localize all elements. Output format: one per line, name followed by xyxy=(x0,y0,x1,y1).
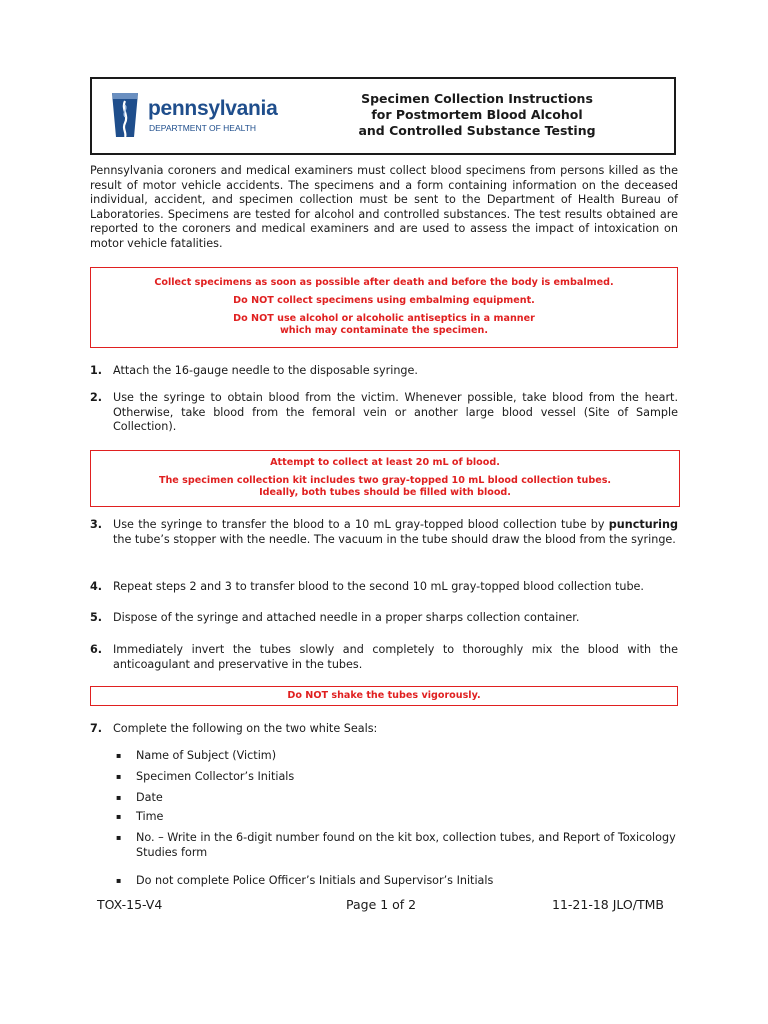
list-item xyxy=(116,831,676,860)
bullet-marker: ▪ xyxy=(116,793,122,802)
logo-wordmark: pennsylvania xyxy=(148,97,278,120)
title-line-2: for Postmortem Blood Alcohol xyxy=(371,107,583,122)
list-item xyxy=(116,770,676,785)
step-7 xyxy=(90,722,678,737)
warning-line: which may contaminate the specimen. xyxy=(279,325,489,336)
title-line-1: Specimen Collection Instructions xyxy=(361,91,593,106)
warning-box-shake xyxy=(90,686,678,706)
footer-revision-date: 11-21-18 JLO/TMB xyxy=(552,897,664,912)
step-5 xyxy=(90,611,678,626)
pa-health-logo xyxy=(108,91,288,143)
list-item-text: Time xyxy=(136,810,164,823)
step-number: 1. xyxy=(90,364,103,377)
bullet-marker: ▪ xyxy=(116,833,122,842)
step-text: Use the syringe to obtain blood from the victim. Whenever possible, take blood from the heart. Otherwise, take blood from the femoral vein or another large blood vessel (Site of Sample Collection). xyxy=(113,391,678,434)
warning-box-collection xyxy=(90,267,678,348)
step-text xyxy=(113,518,678,547)
step-3 xyxy=(90,518,678,547)
document-title xyxy=(332,91,622,139)
step-text: Immediately invert the tubes slowly and completely to thoroughly mix the blood with the anticoagulant and preservative in the tubes. xyxy=(113,643,678,671)
step-4 xyxy=(90,580,678,595)
step-number: 2. xyxy=(90,391,103,404)
step-number: 4. xyxy=(90,580,103,593)
step-text-emphasis: puncturing xyxy=(608,518,678,531)
list-item xyxy=(116,749,676,764)
intro-paragraph: Pennsylvania coroners and medical examiners must collect blood specimens from persons killed as the result of motor vehicle accidents. The specimens and a form containing information on the deceased individual, accident, and specimen collection must be sent to the Department of Health Bureau of Laboratories. Specimens are tested for alcohol and controlled substances. The test results obtained are reported to the coroners and medical examiners and are used to assess the impact of intoxication on motor vehicle fatalities. xyxy=(90,164,678,250)
footer-page-number: Page 1 of 2 xyxy=(346,897,417,912)
warning-line: Do NOT collect specimens using embalming equipment. xyxy=(233,295,535,306)
step-text: Attach the 16-gauge needle to the disposable syringe. xyxy=(113,364,418,377)
bullet-marker: ▪ xyxy=(116,876,122,885)
warning-line: Collect specimens as soon as possible after death and before the body is embalmed. xyxy=(154,277,614,288)
keystone-icon xyxy=(108,91,142,139)
step-text-part: the tube’s stopper with the needle. The vacuum in the tube should draw the blood from the syringe. xyxy=(113,532,676,546)
list-item-text: Specimen Collector’s Initials xyxy=(136,770,295,783)
list-item-text: No. – Write in the 6-digit number found on the kit box, collection tubes, and Report of Toxicology Studies form xyxy=(136,831,676,859)
step-6 xyxy=(90,643,678,672)
list-item xyxy=(116,810,676,825)
list-item-text: Name of Subject (Victim) xyxy=(136,749,277,762)
warning-line: Do NOT use alcohol or alcoholic antiseptics in a manner xyxy=(233,313,535,324)
step-number: 7. xyxy=(90,722,103,735)
list-item xyxy=(116,791,676,806)
step-text: Repeat steps 2 and 3 to transfer blood to the second 10 mL gray-topped blood collection tube. xyxy=(113,580,644,593)
header-box xyxy=(90,77,676,155)
step-text: Complete the following on the two white Seals: xyxy=(113,722,378,735)
warning-line: Do NOT shake the tubes vigorously. xyxy=(287,690,481,701)
step-number: 3. xyxy=(90,518,103,531)
step-number: 6. xyxy=(90,643,103,656)
bullet-marker: ▪ xyxy=(116,751,122,760)
step-text: Dispose of the syringe and attached needle in a proper sharps collection container. xyxy=(113,611,580,624)
bullet-marker: ▪ xyxy=(116,812,122,821)
warning-box-volume xyxy=(90,450,680,507)
warning-line: Attempt to collect at least 20 mL of blood. xyxy=(270,457,500,468)
list-item xyxy=(116,874,676,889)
step-number: 5. xyxy=(90,611,103,624)
step-1 xyxy=(90,364,678,379)
logo-department: DEPARTMENT OF HEALTH xyxy=(149,123,257,133)
bullet-marker: ▪ xyxy=(116,772,122,781)
list-item-text: Date xyxy=(136,791,163,804)
step-2 xyxy=(90,391,678,435)
footer-form-code: TOX-15-V4 xyxy=(97,897,163,912)
warning-line: Ideally, both tubes should be filled with blood. xyxy=(259,487,511,498)
warning-line: The specimen collection kit includes two gray-topped 10 mL blood collection tubes. xyxy=(158,475,612,486)
title-line-3: and Controlled Substance Testing xyxy=(358,123,596,138)
step-text-part: Use the syringe to transfer the blood to a 10 mL gray-topped blood collection tube by xyxy=(113,518,609,531)
list-item-text: Do not complete Police Officer’s Initials and Supervisor’s Initials xyxy=(136,874,494,887)
